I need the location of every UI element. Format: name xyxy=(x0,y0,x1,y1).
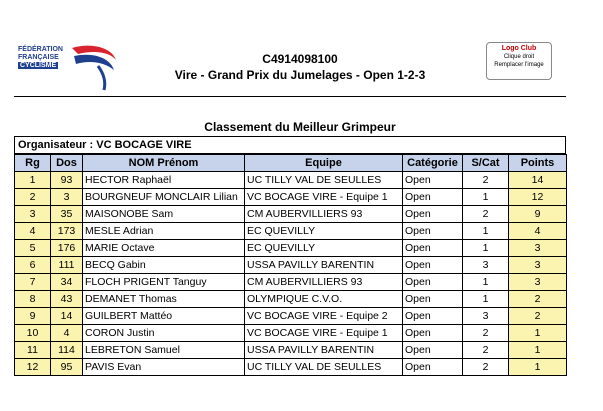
organizer-label: Organisateur : VC BOCAGE VIRE xyxy=(14,136,566,154)
subcategory-cell: 2 xyxy=(463,172,509,189)
rider-name-cell: FLOCH PRIGENT Tanguy xyxy=(83,274,245,291)
subcategory-cell: 2 xyxy=(463,325,509,342)
team-cell: UC TILLY VAL DE SEULLES xyxy=(245,359,403,376)
ffc-logo-line2: FRANÇAISE xyxy=(18,54,59,61)
header-divider xyxy=(14,96,566,97)
points-cell: 1 xyxy=(509,359,567,376)
rank-cell: 4 xyxy=(15,223,51,240)
subcategory-cell: 1 xyxy=(463,189,509,206)
club-logo-title: Logo Club xyxy=(501,45,537,52)
results-table-wrapper xyxy=(14,136,566,376)
bib-cell: 114 xyxy=(51,342,83,359)
points-cell: 1 xyxy=(509,342,567,359)
category-cell: Open xyxy=(403,240,463,257)
category-cell: Open xyxy=(403,359,463,376)
club-logo-line1: Clique droit xyxy=(503,54,535,60)
bib-cell: 14 xyxy=(51,308,83,325)
col-header-rg: Rg xyxy=(15,155,51,172)
rank-cell: 9 xyxy=(15,308,51,325)
points-cell: 1 xyxy=(509,325,567,342)
subcategory-cell: 3 xyxy=(463,308,509,325)
subcategory-cell: 1 xyxy=(463,274,509,291)
rider-name-cell: BECQ Gabin xyxy=(83,257,245,274)
classification-title: Classement du Meilleur Grimpeur xyxy=(204,120,396,134)
club-logo-line2: Remplacer l'image xyxy=(494,62,544,68)
team-cell: UC TILLY VAL DE SEULLES xyxy=(245,172,403,189)
subcategory-cell: 1 xyxy=(463,240,509,257)
table-row xyxy=(15,325,567,342)
table-row xyxy=(15,274,567,291)
category-cell: Open xyxy=(403,308,463,325)
category-cell: Open xyxy=(403,223,463,240)
points-cell: 12 xyxy=(509,189,567,206)
col-header-scat: S/Cat xyxy=(463,155,509,172)
points-cell: 2 xyxy=(509,308,567,325)
table-row xyxy=(15,359,567,376)
rider-name-cell: PAVIS Evan xyxy=(83,359,245,376)
table-row xyxy=(15,172,567,189)
team-cell: USSA PAVILLY BARENTIN xyxy=(245,257,403,274)
ffc-logo-line1: FÉDÉRATION xyxy=(18,46,63,53)
subcategory-cell: 1 xyxy=(463,291,509,308)
rider-name-cell: HECTOR Raphaël xyxy=(83,172,245,189)
rider-name-cell: GUILBERT Mattéo xyxy=(83,308,245,325)
table-row xyxy=(15,257,567,274)
team-cell: CM AUBERVILLIERS 93 xyxy=(245,206,403,223)
category-cell: Open xyxy=(403,172,463,189)
points-cell: 2 xyxy=(509,291,567,308)
rider-name-cell: MESLE Adrian xyxy=(83,223,245,240)
bib-cell: 111 xyxy=(51,257,83,274)
col-header-dos: Dos xyxy=(51,155,83,172)
results-table xyxy=(14,154,567,376)
rider-name-cell: BOURGNEUF MONCLAIR Lilian xyxy=(83,189,245,206)
team-cell: OLYMPIQUE C.V.O. xyxy=(245,291,403,308)
category-cell: Open xyxy=(403,325,463,342)
table-row xyxy=(15,223,567,240)
rider-name-cell: CORON Justin xyxy=(83,325,245,342)
table-row xyxy=(15,308,567,325)
points-cell: 3 xyxy=(509,274,567,291)
table-row xyxy=(15,206,567,223)
rank-cell: 1 xyxy=(15,172,51,189)
points-cell: 14 xyxy=(509,172,567,189)
rank-cell: 6 xyxy=(15,257,51,274)
rank-cell: 7 xyxy=(15,274,51,291)
rider-name-cell: LEBRETON Samuel xyxy=(83,342,245,359)
category-cell: Open xyxy=(403,342,463,359)
rank-cell: 11 xyxy=(15,342,51,359)
table-row xyxy=(15,342,567,359)
bib-cell: 34 xyxy=(51,274,83,291)
bib-cell: 95 xyxy=(51,359,83,376)
rank-cell: 12 xyxy=(15,359,51,376)
ffc-logo-line3: CYCLISME xyxy=(20,62,57,69)
team-cell: EC QUEVILLY xyxy=(245,223,403,240)
team-cell: EC QUEVILLY xyxy=(245,240,403,257)
bib-cell: 4 xyxy=(51,325,83,342)
club-logo-placeholder xyxy=(486,42,552,80)
bib-cell: 35 xyxy=(51,206,83,223)
team-cell: USSA PAVILLY BARENTIN xyxy=(245,342,403,359)
bib-cell: 93 xyxy=(51,172,83,189)
points-cell: 3 xyxy=(509,240,567,257)
category-cell: Open xyxy=(403,257,463,274)
table-header-row xyxy=(15,155,567,172)
category-cell: Open xyxy=(403,189,463,206)
team-cell: VC BOCAGE VIRE - Equipe 1 xyxy=(245,325,403,342)
team-cell: CM AUBERVILLIERS 93 xyxy=(245,274,403,291)
rank-cell: 3 xyxy=(15,206,51,223)
col-header-points: Points xyxy=(509,155,567,172)
bib-cell: 173 xyxy=(51,223,83,240)
category-cell: Open xyxy=(403,291,463,308)
bib-cell: 43 xyxy=(51,291,83,308)
category-cell: Open xyxy=(403,206,463,223)
table-row xyxy=(15,189,567,206)
subcategory-cell: 2 xyxy=(463,359,509,376)
rider-name-cell: MAISONOBE Sam xyxy=(83,206,245,223)
rider-name-cell: DEMANET Thomas xyxy=(83,291,245,308)
team-cell: VC BOCAGE VIRE - Equipe 2 xyxy=(245,308,403,325)
rank-cell: 2 xyxy=(15,189,51,206)
table-row xyxy=(15,291,567,308)
rider-name-cell: MARIE Octave xyxy=(83,240,245,257)
rank-cell: 10 xyxy=(15,325,51,342)
points-cell: 9 xyxy=(509,206,567,223)
ffc-logo xyxy=(14,40,120,92)
col-header-categorie: Catégorie xyxy=(403,155,463,172)
col-header-nom: NOM Prénom xyxy=(83,155,245,172)
rank-cell: 5 xyxy=(15,240,51,257)
points-cell: 3 xyxy=(509,257,567,274)
race-title: Vire - Grand Prix du Jumelages - Open 1-2-3 xyxy=(174,68,426,82)
bib-cell: 3 xyxy=(51,189,83,206)
points-cell: 4 xyxy=(509,223,567,240)
subcategory-cell: 1 xyxy=(463,223,509,240)
subcategory-cell: 2 xyxy=(463,342,509,359)
rank-cell: 8 xyxy=(15,291,51,308)
col-header-equipe: Equipe xyxy=(245,155,403,172)
table-row xyxy=(15,240,567,257)
subcategory-cell: 3 xyxy=(463,257,509,274)
team-cell: VC BOCAGE VIRE - Equipe 1 xyxy=(245,189,403,206)
subcategory-cell: 2 xyxy=(463,206,509,223)
category-cell: Open xyxy=(403,274,463,291)
race-code: C4914098100 xyxy=(262,52,338,66)
bib-cell: 176 xyxy=(51,240,83,257)
